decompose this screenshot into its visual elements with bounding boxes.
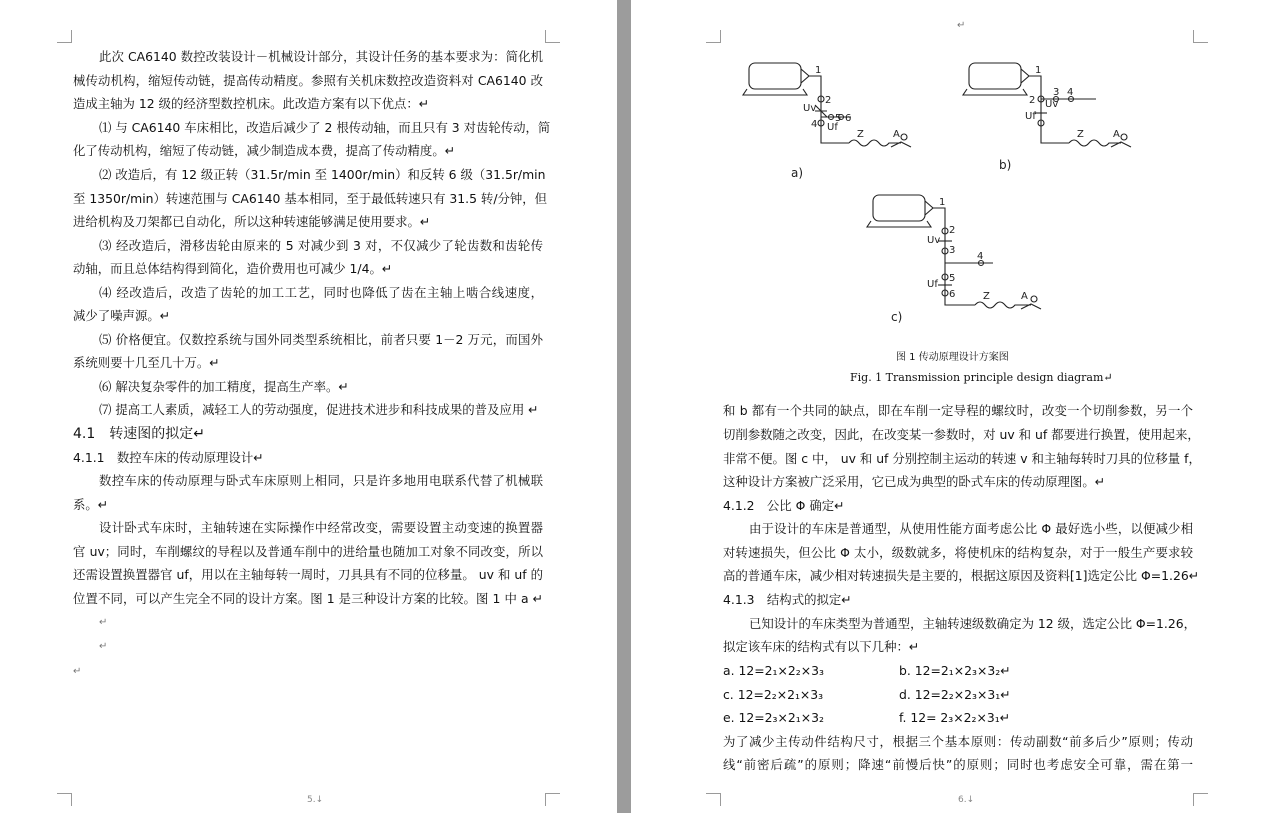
page-number: 6.↓ — [958, 795, 975, 805]
figure-label: Uv — [1045, 99, 1059, 110]
formula: b. 12=2₁×2₃×3₂↵ — [899, 663, 1011, 678]
text-line: 械传动机构，缩短传动链，提高传动精度。参照有关机床数控改造资料对 CA6140 改 — [73, 73, 543, 88]
figure-label: 2 — [949, 225, 956, 236]
figure-label: A — [1113, 129, 1120, 140]
text-line: 对转速损失，但公比 Φ 太小，级数就多，将使机床的结构复杂，对于一般生产要求较 — [723, 545, 1193, 560]
figure-label: 6 — [845, 113, 852, 124]
figure-label: 1 — [815, 65, 822, 76]
paragraph-mark: ↵ — [73, 666, 82, 677]
crop-mark — [57, 30, 72, 43]
figure-label: Z — [857, 129, 864, 140]
text-line: 切削参数随之改变，因此，在改变某一参数时，对 uv 和 uf 都要进行换置，使用起来， — [723, 427, 1200, 442]
crop-mark — [1193, 793, 1208, 806]
figure-label: 6 — [949, 289, 956, 300]
figure-label: Uv — [927, 235, 941, 246]
text-line: ⑶ 经改造后，滑移齿轮由原来的 5 对减少到 3 对，不仅减少了轮齿数和齿轮传 — [99, 238, 543, 253]
document-page-5 — [0, 0, 617, 813]
text-line: 系。↵ — [73, 497, 109, 512]
figure-label: 1 — [939, 197, 946, 208]
formula: c. 12=2₂×2₁×3₃ — [723, 687, 824, 702]
figure-label: 5 — [949, 273, 956, 284]
subsection-heading: 4.1.3 结构式的拟定↵ — [723, 592, 852, 607]
crop-mark — [706, 30, 721, 43]
text-line: ⑷ 经改造后，改造了齿轮的加工工艺，同时也降低了齿在主轴上啮合线速度， — [99, 285, 543, 300]
figure-label: Uv — [803, 103, 817, 114]
section-heading: 4.1 转速图的拟定↵ — [73, 426, 205, 442]
text-line: 由于设计的车床是普通型，从使用性能方面考虑公比 Φ 最好选小些，以便减少相 — [749, 521, 1193, 536]
crop-mark — [1193, 30, 1208, 43]
text-line: 拟定该车床的结构式有以下几种：↵ — [723, 639, 920, 654]
text-line: 这种设计方案被广泛采用，它已成为典型的卧式车床的传动原理图。↵ — [723, 474, 1106, 489]
text-line: ⑺ 提高工人素质，减轻工人的劳动强度，促进技术进步和科技成果的普及应用 ↵ — [99, 402, 539, 417]
figure-label: a) — [791, 166, 804, 180]
text-line: 数控车床的传动原理与卧式车床原则上相同，只是许多地用电联系代替了机械联 — [99, 473, 543, 488]
paragraph-mark: ↵ — [99, 641, 108, 652]
crop-mark — [545, 30, 560, 43]
text-line: ⑵ 改造后，有 12 级正转（31.5r/min 至 1400r/min）和反转 6 级（31.5r/min — [99, 167, 546, 182]
formula: d. 12=2₂×2₃×3₁↵ — [899, 687, 1011, 702]
figure-label: 3 — [949, 245, 956, 256]
subsection-heading: 4.1.1 数控车床的传动原理设计↵ — [73, 450, 264, 465]
figure-label: Z — [1077, 129, 1084, 140]
figure-label: 2 — [825, 95, 832, 106]
text-line: ⑴ 与 CA6140 车床相比，改造后减少了 2 根传动轴，而且只有 3 对齿轮传动，简 — [99, 120, 551, 135]
text-line: 线“前密后疏”的原则；降速“前慢后快”的原则；同时也考虑安全可靠，需在第一 — [723, 757, 1193, 772]
text-line: 高的普通车床，减少相对转速损失是主要的，根据这原因及资料[1]选定公比 Φ=1.26↵ — [723, 568, 1200, 583]
text-line: 至 1350r/min）转速范围与 CA6140 基本相同，至于最低转速只有 31.5 转/分钟，但 — [73, 191, 548, 206]
figure-label: 2 — [1029, 95, 1036, 106]
document-page-6 — [631, 0, 1278, 813]
figure-caption-cn: 图 1 传动原理设计方案图 — [896, 352, 1009, 363]
text-line: 设计卧式车床时，主轴转速在实际操作中经常改变，需要设置主动变速的换置器 — [99, 520, 543, 535]
crop-mark — [706, 793, 721, 806]
text-line: 和 b 都有一个共同的缺点，即在车削一定导程的螺纹时，改变一个切削参数，另一个 — [723, 403, 1193, 418]
crop-mark — [545, 793, 560, 806]
text-line: 非常不便。图 c 中， uv 和 uf 分别控制主运动的转速 v 和主轴每转时刀具的位移量 f， — [723, 451, 1201, 466]
subsection-heading: 4.1.2 公比 Φ 确定↵ — [723, 498, 845, 513]
figure-label: Z — [983, 291, 990, 302]
text-line: 造成主轴为 12 级的经济型数控机床。此改造方案有以下优点：↵ — [73, 96, 430, 111]
text-line: ⑸ 价格便宜。仅数控系统与国外同类型系统相比，前者只要 1－2 万元，而国外 — [99, 332, 543, 347]
figure-label: Uf — [827, 122, 838, 133]
text-line: 位置不同，可以产生完全不同的设计方案。图 1 是三种设计方案的比较。图 1 中 a ↵ — [73, 591, 543, 606]
transmission-diagram — [731, 55, 1151, 335]
formula: f. 12= 2₃×2₂×3₁↵ — [899, 710, 1011, 725]
figure-label: 4 — [977, 251, 984, 262]
figure-label: Uf — [1025, 111, 1036, 122]
figure-label: 1 — [1035, 65, 1042, 76]
text-line: 减少了噪声源。↵ — [73, 308, 171, 323]
figure-label: 4 — [811, 119, 818, 130]
text-line: 此次 CA6140 数控改装设计－机械设计部分，其设计任务的基本要求为：简化机 — [99, 49, 543, 64]
figure-label: A — [893, 129, 900, 140]
figure-label: b) — [999, 158, 1012, 172]
text-line: 为了减少主传动件结构尺寸，根据三个基本原则：传动副数“前多后少”原则；传动 — [723, 734, 1193, 749]
figure-label: 5 — [835, 113, 842, 124]
paragraph-mark: ↵ — [957, 20, 966, 31]
figure-label: c) — [891, 310, 903, 324]
text-line: 进给机构及刀架都已自动化，所以这种转速能够满足使用要求。↵ — [73, 214, 431, 229]
text-line: 化了传动机构，缩短了传动链，减少制造成本费，提高了传动精度。↵ — [73, 143, 456, 158]
formula: a. 12=2₁×2₂×3₃ — [723, 663, 824, 678]
text-line: ⑹ 解决复杂零件的加工精度，提高生产率。↵ — [99, 379, 349, 394]
formula: e. 12=2₃×2₁×3₂ — [723, 710, 824, 725]
figure-label: A — [1021, 291, 1028, 302]
text-line: 动轴，而且总体结构得到简化，造价费用也可减少 1/4。↵ — [73, 261, 393, 276]
figure-label: Uf — [927, 279, 938, 290]
text-line: 官 uv；同时，车削螺纹的导程以及普通车削中的进给量也随加工对象不同改变，所以 — [73, 544, 543, 559]
text-line: 还需设置换置器官 uf，用以在主轴每转一周时，刀具具有不同的位移量。 uv 和 uf 的 — [73, 567, 543, 582]
crop-mark — [57, 793, 72, 806]
figure-label: 4 — [1067, 87, 1074, 98]
text-line: 系统则要十几至几十万。↵ — [73, 355, 220, 370]
figure-caption-en: Fig. 1 Transmission principle design diagram↵ — [850, 371, 1113, 384]
paragraph-mark: ↵ — [99, 617, 108, 628]
page-number: 5.↓ — [307, 795, 324, 805]
figure-label: 3 — [1053, 87, 1060, 98]
text-line: 已知设计的车床类型为普通型，主轴转速级数确定为 12 级，选定公比 Φ=1.26， — [749, 616, 1197, 631]
